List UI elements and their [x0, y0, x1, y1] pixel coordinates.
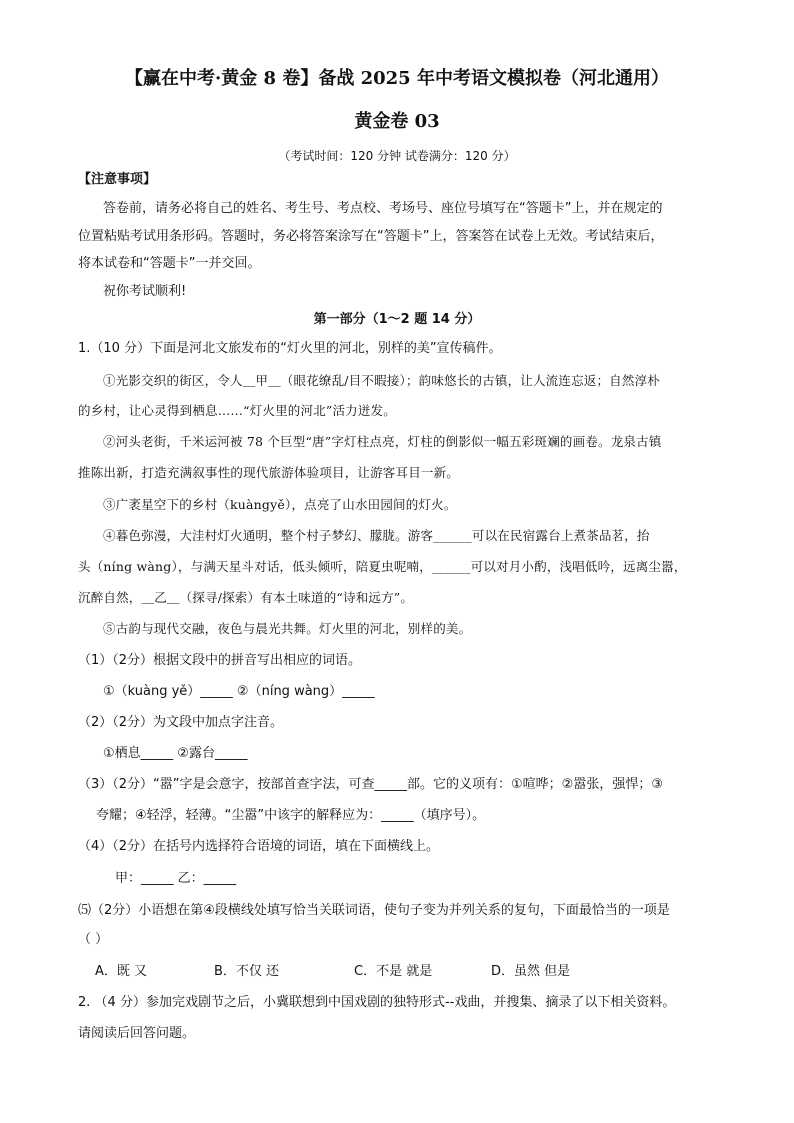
subquestion-4-blanks: 甲：_____ 乙：_____ — [115, 871, 237, 886]
subquestion-1-blanks: ①（kuàng yě）_____ ②（níng wàng）_____ — [103, 684, 375, 699]
notice-line: 答卷前，请务必将自己的姓名、考生号、考点校、考场号、座位号填写在“答题卡”上，并在规定的 — [103, 201, 663, 216]
subquestion-3: （3）（2分）“嚣”字是会意字，按部首查字法，可查_____部。它的义项有：①喧哗；②嚣张，强悍；③ — [78, 777, 663, 792]
exam-meta: （考试时间：120 分钟 试卷满分：120 分） — [278, 149, 516, 163]
notice-line: 祝你考试顺利! — [103, 284, 187, 299]
subquestion-3-cont: 夸耀；④轻浮，轻薄。“尘嚣”中该字的解释应为：_____（填序号）。 — [96, 808, 486, 823]
question-1-stem: 1.（10 分）下面是河北文旅发布的“灯火里的河北，别样的美”宣传稿件。 — [78, 341, 502, 356]
notice-heading: 【注意事项】 — [78, 172, 157, 187]
subquestion-4: （4）（2分）在括号内选择符合语境的词语，填在下面横线上。 — [78, 839, 440, 854]
question-2-stem-cont: 请阅读后回答问题。 — [78, 1026, 196, 1041]
subquestion-5-cont: （ ） — [78, 932, 109, 947]
option-a: A．既 又 — [95, 964, 148, 979]
exam-title: 【赢在中考·黄金 8 卷】备战 2025 年中考语文模拟卷（河北通用） — [125, 68, 669, 89]
passage-line: ④暮色弥漫，大洼村灯火通明，整个村子梦幻、朦胧。游客______可以在民宿露台上煮茶品茗，抬 — [103, 528, 650, 543]
passage-line: 沉醉自然，＿乙＿（探寻/探索）有本土味道的“诗和远方”。 — [78, 590, 414, 605]
passage-line: ②河头老街，千米运河被 78 个巨型“唐”字灯柱点亮，灯柱的倒影似一幅五彩斑斓的画卷。龙泉古镇 — [103, 434, 662, 449]
passage-line: 推陈出新，打造充满叙事性的现代旅游体验项目，让游客耳目一新。 — [78, 465, 460, 480]
passage-line: ③广袤星空下的乡村（kuàngyě），点亮了山水田园间的灯火。 — [103, 497, 457, 512]
section-heading: 第一部分（1～2 题 14 分） — [313, 312, 481, 327]
option-c: C．不是 就是 — [354, 964, 433, 979]
option-b: B．不仅 还 — [214, 964, 280, 979]
question-2-stem: 2. （4 分）参加完戏剧节之后，小冀联想到中国戏剧的独特形式--戏曲，并搜集、摘录了以下相关资料。 — [78, 995, 676, 1010]
exam-subtitle: 黄金卷 03 — [354, 111, 440, 132]
option-d: D．虽然 但是 — [491, 964, 571, 979]
subquestion-5: ⑸（2分）小语想在第④段横线处填写恰当关联词语，使句子变为并列关系的复句，下面最恰当的一项是 — [78, 903, 670, 918]
subquestion-2-blanks: ①栖息_____ ②露台_____ — [103, 746, 248, 761]
notice-line: 将本试卷和“答题卡”一并交回。 — [78, 256, 261, 271]
passage-line: ⑤古韵与现代交融，夜色与晨光共舞。灯火里的河北，别样的美。 — [103, 621, 472, 636]
passage-line: 头（níng wàng），与满天星斗对话，低头倾听，陪夏虫呢喃，______可以对月小酌，浅唱低吟，远离尘嚣， — [78, 559, 687, 574]
passage-line: 的乡村，让心灵得到栖息……“灯火里的河北”活力迸发。 — [78, 403, 396, 418]
notice-line: 位置粘贴考试用条形码。答题时，务必将答案涂写在“答题卡”上，答案答在试卷上无效。考试结束后， — [78, 229, 664, 244]
passage-line: ①光影交织的街区，令人＿甲＿（眼花缭乱/目不暇接）；韵味悠长的古镇，让人流连忘返；自然淳朴 — [103, 373, 660, 388]
subquestion-2: （2）（2分）为文段中加点字注音。 — [78, 715, 284, 730]
subquestion-1: （1）（2分）根据文段中的拼音写出相应的词语。 — [78, 653, 362, 668]
